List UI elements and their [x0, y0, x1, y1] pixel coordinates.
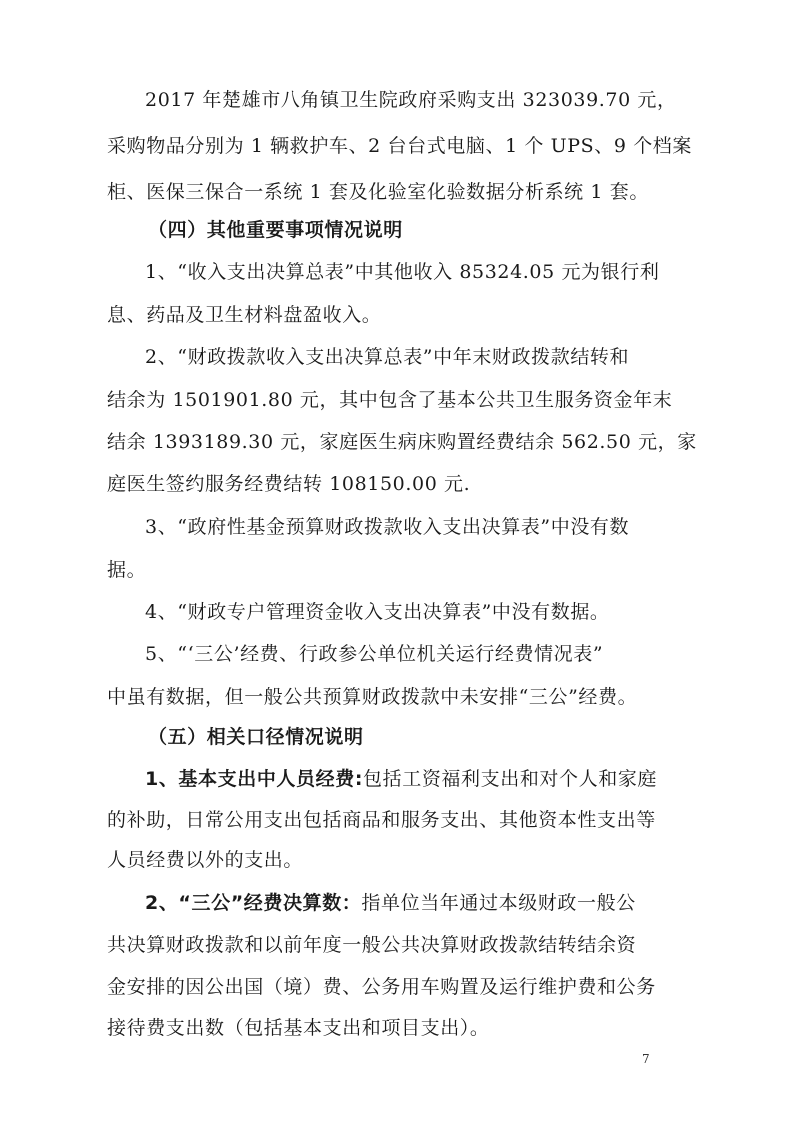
note-3-line-2: 据。 [107, 559, 147, 581]
note-2-line-2: 结余为 1501901.80 元，其中包含了基本公共卫生服务资金年末 [107, 389, 673, 411]
paragraph-procurement-line-2: 采购物品分别为 1 辆救护车、2 台台式电脑、1 个 UPS、9 个档案 [107, 135, 693, 157]
note-2-line-4: 庭医生签约服务经费结转 108150.00 元. [107, 473, 471, 495]
paragraph-procurement-line-1: 2017 年楚雄市八角镇卫生院政府采购支出 323039.70 元， [145, 89, 677, 111]
definition-2-line-4: 接待费支出数（包括基本支出和项目支出）。 [107, 1017, 490, 1039]
note-4-line-1: 4、“财政专户管理资金收入支出决算表”中没有数据。 [145, 601, 610, 623]
definition-1-line-3: 人员经费以外的支出。 [107, 849, 304, 871]
definition-2-line-3: 金安排的因公出国（境）费、公务用车购置及运行维护费和公务 [107, 976, 656, 998]
section-heading-other-matters: （四）其他重要事项情况说明 [148, 219, 403, 241]
definition-1-text: 包括工资福利支出和对个人和家庭 [363, 768, 658, 790]
definition-2-line-2: 共决算财政拨款和以前年度一般公共决算财政拨款结转结余资 [107, 934, 637, 956]
definition-1-line-2: 的补助，日常公用支出包括商品和服务支出、其他资本性支出等 [107, 809, 656, 831]
note-2-line-3: 结余 1393189.30 元，家庭医生病床购置经费结余 562.50 元，家 [107, 431, 697, 453]
note-1-line-1: 1、“收入支出决算总表”中其他收入 85324.05 元为银行利 [145, 261, 660, 283]
definition-1-line-1 [0, 767, 800, 791]
definition-1-term: 1、基本支出中人员经费: [145, 768, 364, 790]
note-1-line-2: 息、药品及卫生材料盘盈收入。 [107, 304, 382, 326]
note-5-line-2: 中虽有数据，但一般公共预算财政拨款中未安排“三公”经费。 [107, 686, 638, 708]
definition-2-term: 2、“三公”经费决算数： [145, 892, 362, 914]
definition-2-text: 指单位当年通过本级财政一般公 [361, 892, 636, 914]
section-heading-definitions: （五）相关口径情况说明 [148, 726, 364, 748]
definition-2-line-1 [0, 891, 800, 915]
note-2-line-1: 2、“财政拨款收入支出决算总表”中年末财政拨款结转和 [145, 346, 630, 368]
note-5-line-1: 5、“‘三公’经费、行政参公单位机关运行经费情况表” [145, 643, 604, 665]
page-number: 7 [642, 1052, 650, 1066]
note-3-line-1: 3、“政府性基金预算财政拨款收入支出决算表”中没有数 [145, 516, 630, 538]
paragraph-procurement-line-3: 柜、医保三保合一系统 1 套及化验室化验数据分析系统 1 套。 [107, 181, 649, 203]
